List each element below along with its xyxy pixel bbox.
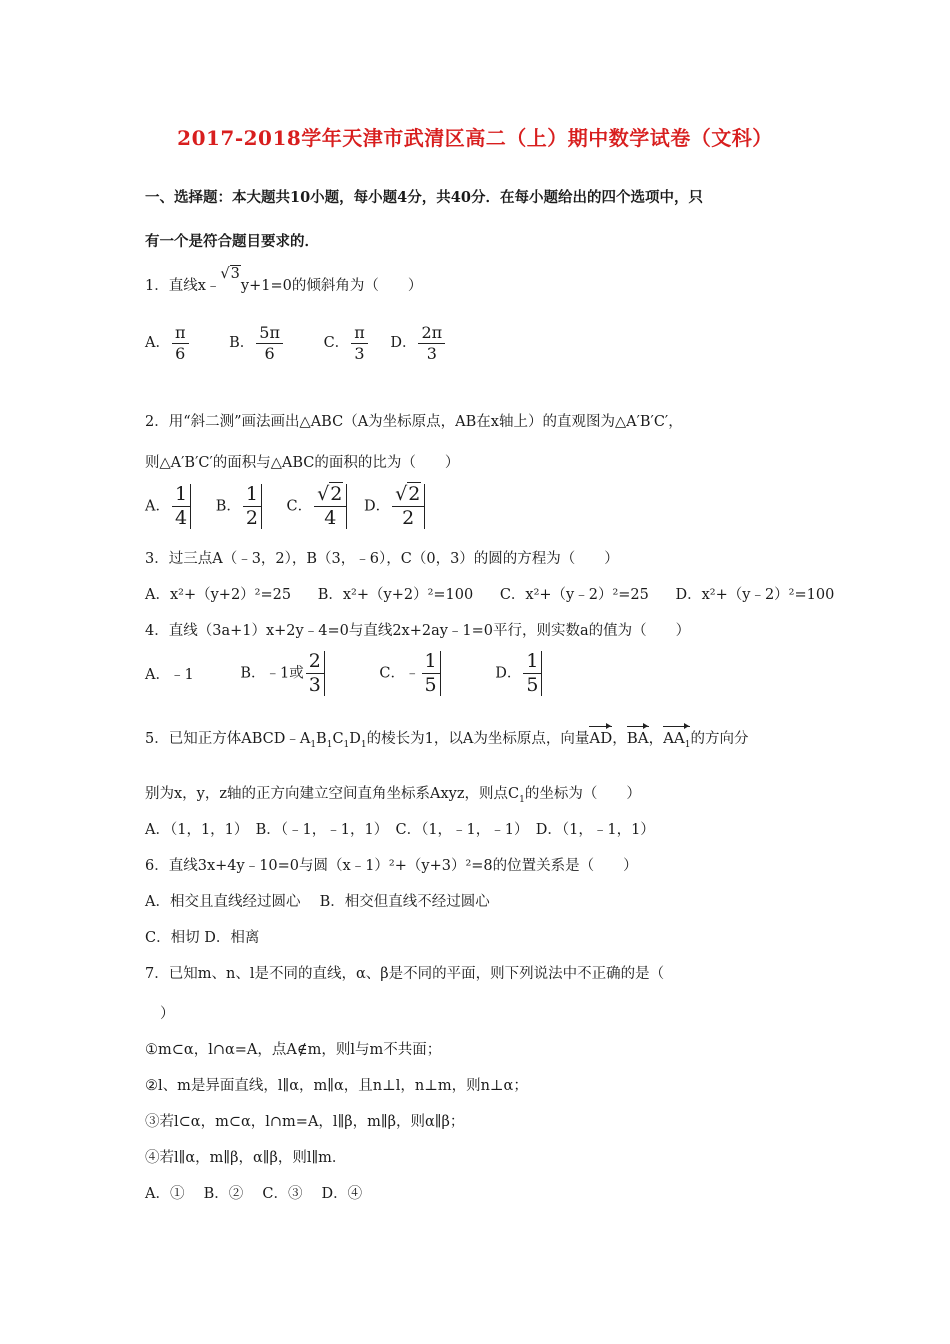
- question-7-statement-4: ④若l∥α，m∥β，α∥β，则l∥m．: [145, 1150, 347, 1166]
- section-heading-line2: 有一个是符合题目要求的．: [145, 233, 319, 250]
- q1-pre: 1．直线x﹣: [145, 278, 221, 294]
- q2-option-d[interactable]: D． $\frac{√2}{2}$: [364, 484, 427, 529]
- question-1-stem: [145, 266, 423, 295]
- vector-ba: BA: [626, 729, 649, 747]
- question-1-options: [145, 324, 447, 362]
- question-7-statement-1: ①m⊂α，l∩α=A，点A∉m，则l与m不共面；: [145, 1042, 442, 1058]
- question-6-options-line2[interactable]: C．相切 D．相离: [145, 930, 260, 946]
- question-5-options[interactable]: A．（1，1，1） B．（﹣1，﹣1，1） C．（1，﹣1，﹣1） D．（1，﹣1，1）: [145, 822, 655, 838]
- question-7-line2: ）: [160, 1006, 175, 1022]
- q4-option-d[interactable]: D． $\frac{1}{5}$: [495, 651, 544, 696]
- question-5-line1: 5．已知正方体$ABCD﹣A_1B_1C_1D_1$的棱长为1，以A为坐标原点，向量AD，BA，$AA_1$的方向分: [145, 729, 749, 750]
- q3-option-d[interactable]: D．x²+（y﹣2）²=100: [675, 587, 835, 603]
- q1-option-a[interactable]: A． $\frac{\pi}{6}$: [145, 324, 191, 362]
- q2-option-b[interactable]: B． $\frac{1}{2}$: [216, 484, 264, 529]
- q4-option-a[interactable]: A．﹣1: [145, 666, 194, 683]
- vector-aa1: $AA_1$: [663, 729, 691, 750]
- q2-option-c[interactable]: C． $\frac{√2}{4}$: [287, 484, 350, 529]
- question-6-options-line1[interactable]: A．相交且直线经过圆心 B．相交但直线不经过圆心: [145, 894, 490, 910]
- sqrt-symbol: √3: [220, 266, 240, 282]
- question-2-line1: 2．用“斜二测”画法画出△ABC（A为坐标原点，AB在x轴上）的直观图为△A′B′C′，: [145, 414, 683, 430]
- question-4-stem: 4．直线（3a+1）x+2y﹣4=0与直线2x+2ay﹣1=0平行，则实数a的值为（ ）: [145, 623, 691, 639]
- sqrt-symbol: √: [317, 483, 330, 505]
- q4-option-c[interactable]: C．﹣ $\frac{1}{5}$: [379, 651, 442, 696]
- question-6-stem: 6．直线3x+4y﹣10=0与圆（x﹣1）²+（y+3）²=8的位置关系是（ ）: [145, 858, 638, 874]
- q3-option-a[interactable]: A．x²+（y+2）²=25: [145, 587, 292, 603]
- question-4-options: [145, 651, 544, 696]
- question-7-statement-3: ③若l⊂α，m⊂α，l∩m=A，l∥β，m∥β，则α∥β；: [145, 1114, 465, 1130]
- q3-option-c[interactable]: C．x²+（y﹣2）²=25: [499, 587, 649, 603]
- q3-option-b[interactable]: B．x²+（y+2）²=100: [317, 587, 474, 603]
- question-3-stem: 3．过三点A（﹣3，2），B（3，﹣6），C（0，3）的圆的方程为（ ）: [145, 551, 619, 567]
- question-7-line1: 7．已知m、n、l是不同的直线，α、β是不同的平面，则下列说法中不正确的是（: [145, 966, 665, 982]
- vector-ad: AD: [589, 729, 613, 747]
- page-title: 2017-2018学年天津市武清区高二（上）期中数学试卷（文科）: [177, 126, 773, 150]
- question-2-options: [145, 484, 427, 529]
- q4-option-b[interactable]: B．﹣1或 $\frac{2}{3}$: [240, 651, 326, 696]
- question-5-line2: 别为x，y，z轴的正方向建立空间直角坐标系Axyz，则点$C_1$的坐标为（ ）: [145, 786, 641, 805]
- q1-option-d[interactable]: D． $\frac{2\pi}{3}$: [390, 324, 447, 362]
- q1-post: y+1=0的倾斜角为（ ）: [240, 278, 423, 294]
- q1-option-b[interactable]: B． $\frac{5\pi}{6}$: [229, 324, 285, 362]
- question-7-statement-2: ②l、m是异面直线，l∥α，m∥α，且n⊥l，n⊥m，则n⊥α；: [145, 1078, 528, 1094]
- q2-option-a[interactable]: A． $\frac{1}{4}$: [145, 484, 193, 529]
- q1-option-c[interactable]: C． $\frac{\pi}{3}$: [324, 324, 370, 362]
- sqrt-symbol: √: [395, 483, 408, 505]
- section-heading-line1: 一、选择题：本大题共10小题，每小题4分，共40分．在每小题给出的四个选项中，只: [145, 189, 703, 206]
- question-2-line2: 则△A′B′C′的面积与△ABC的面积的比为（ ）: [145, 455, 460, 471]
- question-3-options: [145, 583, 834, 604]
- question-7-options[interactable]: A．① B．② C．③ D．④: [145, 1186, 363, 1202]
